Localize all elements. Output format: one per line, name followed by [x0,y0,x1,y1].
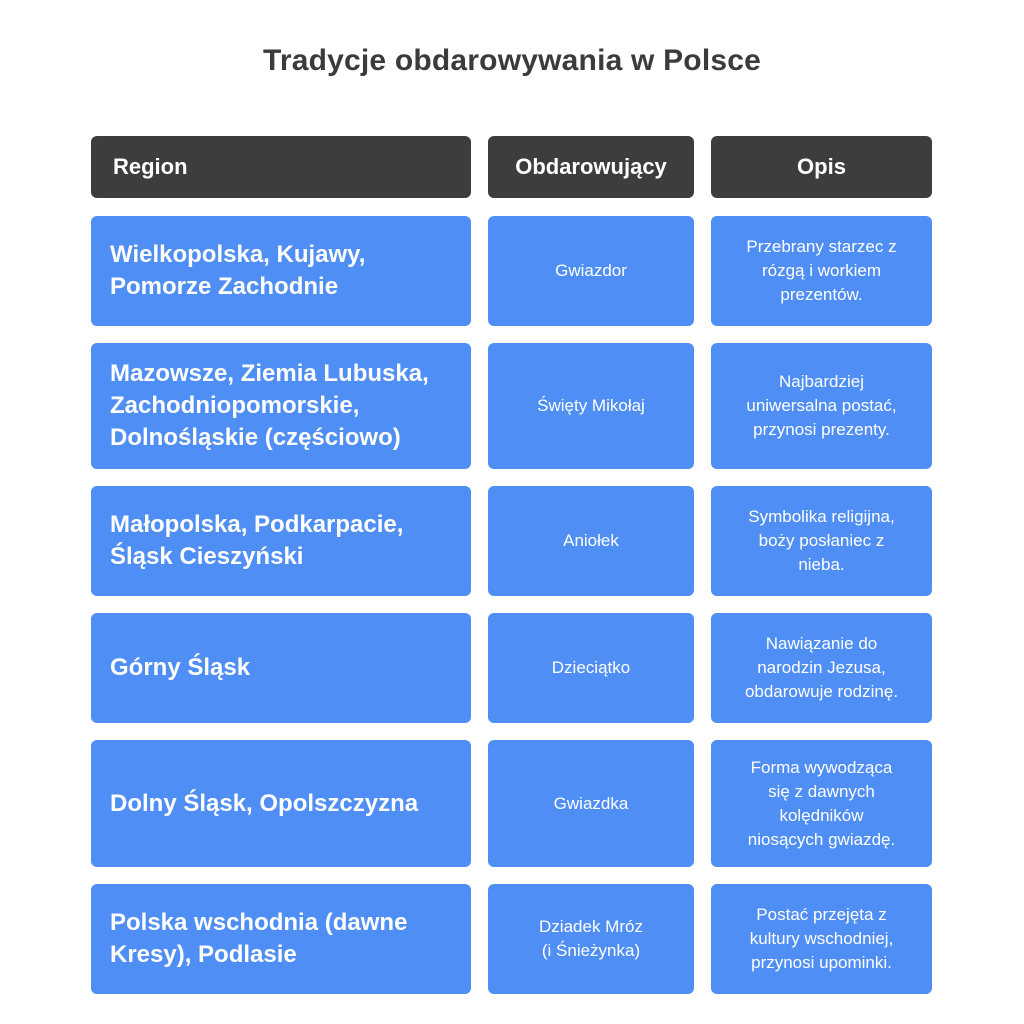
header-giver-label: Obdarowujący [515,154,667,179]
row-6-giver: Dziadek Mróz (i Śnieżynka) [539,917,643,960]
header-region-label: Region [113,154,188,179]
row-4-region-cell [91,613,471,723]
header-description-label: Opis [797,154,846,179]
row-1-region: Wielkopolska, Kujawy, Pomorze Zachodnie [110,241,366,300]
row-3-description: Symbolika religijna, boży posłaniec z nieba. [748,507,895,574]
row-2-region: Mazowsze, Ziemia Lubuska, Zachodniopomorskie, Dolnośląskie (częściowo) [110,360,429,451]
row-4-description-cell [711,613,932,723]
row-2-description: Najbardziej uniwersalna postać, przynosi prezenty. [746,372,897,439]
header-region [91,136,471,198]
row-4-giver-cell [488,613,694,723]
row-5-giver-cell [488,740,694,867]
header-description [711,136,932,198]
row-1-giver-cell [488,216,694,326]
row-4-giver: Dzieciątko [551,658,631,677]
row-1-description-cell [711,216,932,326]
row-1-description: Przebrany starzec z rózgą i workiem prezentów. [746,237,897,304]
row-3-region: Małopolska, Podkarpacie, Śląsk Cieszyński [110,511,404,570]
row-6-region: Polska wschodnia (dawne Kresy), Podlasie [110,909,408,968]
row-2-region-cell [91,343,471,469]
row-5-description: Forma wywodząca się z dawnych kolędników niosących gwiazdę. [747,757,896,849]
row-2-giver-cell [488,343,694,469]
row-1-region-cell [91,216,471,326]
row-5-region: Dolny Śląsk, Opolszczyzna [110,789,419,817]
row-1-giver: Gwiazdor [555,261,627,280]
row-3-giver: Aniołek [563,531,619,550]
row-6-region-cell [91,884,471,994]
row-3-region-cell [91,486,471,596]
row-2-description-cell [711,343,932,469]
row-5-region-cell [91,740,471,867]
row-3-giver-cell [488,486,694,596]
row-3-description-cell [711,486,932,596]
row-5-description-cell [711,740,932,867]
row-6-giver-cell [488,884,694,994]
row-4-region: Górny Śląsk [110,654,251,681]
header-giver [488,136,694,198]
row-6-description: Postać przejęta z kultury wschodniej, przynosi upominki. [749,905,894,972]
row-5-giver: Gwiazdka [553,793,629,813]
page-title: Tradycje obdarowywania w Polsce [262,44,762,77]
row-4-description: Nawiązanie do narodzin Jezusa, obdarowuje rodzinę. [744,634,899,701]
row-2-giver: Święty Mikołaj [537,396,645,415]
row-6-description-cell [711,884,932,994]
